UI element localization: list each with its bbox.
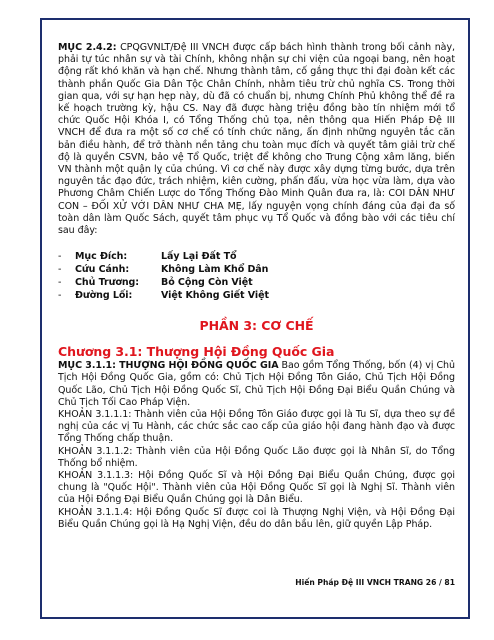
list-item [58,276,455,289]
clause-3-1-1-3: KHOẢN 3.1.1.3: Hội Đồng Quốc Sĩ và Hội Đồng Đại Biểu Quần Chúng, được gọi chung là "Quốc Hội". Thành viên của Hội Đồng Quốc Sĩ gọi là Nghị Sĩ. Thành viên của Hội Đồng Đại Biểu Quần Chúng gọi là Dân Biểu. [58,470,455,506]
chapter-heading: Chương 3.1: Thượng Hội Đồng Quốc Gia [58,344,335,360]
criteria-value: Lấy Lại Đất Tổ [161,251,237,263]
section-3-1-1-label: MỤC 3.1.1: THƯỢNG HỘI ĐỒNG QUỐC GIA [58,360,279,372]
list-item [58,289,455,302]
list-dash: - [58,290,62,302]
criteria-label: Cứu Cánh: [75,264,130,276]
page-content [58,42,455,531]
criteria-label: Đường Lối: [75,290,133,302]
clause-3-1-1-1: KHOẢN 3.1.1.1: Thành viên của Hội Đồng Tôn Giáo được gọi là Tu Sĩ, dựa theo sự đề nghị của các vị Tu Hành, các chức sắc cao cấp của giáo hội đang hành đạo và được Tổng Thống chấp thuận. [58,409,455,445]
list-dash: - [58,264,62,276]
criteria-list [58,250,455,302]
page-footer: Hiến Pháp Đệ III VNCH TRANG 26 / 81 [295,578,455,587]
criteria-value: Việt Không Giết Việt [161,290,270,302]
section-3-1-1-text: Bao gồm Tổng Thống, bốn (4) vị Chủ Tịch Hội Đồng Quốc Gia, gồm có: Chủ Tịch Hội Đồng Tôn Giáo, Chủ Tịch Hội Đồng Quốc Lão, Chủ Tịch Hội Đồng Quốc Sĩ, Chủ Tịch Hội Đồng Đại Biểu Quần Chúng và Chủ Tịch Tối Cao Pháp Viện. [58,360,455,408]
list-item [58,263,455,276]
section-3-1-1 [58,360,455,409]
criteria-label: Chủ Trương: [75,277,140,289]
list-dash: - [58,277,62,289]
clause-3-1-1-4: KHOẢN 3.1.1.4: Hội Đồng Quốc Sĩ được coi là Thượng Nghị Viện, và Hội Đồng Đại Biểu Quần Chúng gọi là Hạ Nghị Viện, đều do dân bầu lên, giữ quyền Lập Pháp. [58,506,455,530]
list-item [58,250,455,263]
section-2-4-2-text: CPQGVNLT/Đệ III VNCH được cấp bách hình thành trong bối cảnh này, phải tự túc nhân sự và tài Chính, không nhận sự chi viện của ngoại bang, nên hoạt động rất khó khăn và hạn chế. Nhưng thành tâm, cố gắng thực thi đại đoàn kết các thành phần Quốc Gia Dân Tộc Chân Chính, nhằm tiêu trừ chủ nghĩa CS. Trong thời gian qua, với sự hạn hẹp này, dù đã có chuẩn bị, nhưng Chính Phủ không thể đề ra kế hoạch trường kỳ, hậu CS. Nay đã được hàng triệu đồng bào tín nhiệm mới tổ chức Quốc Hội Khóa I, có Tổng Thống chủ tọa, nên thông qua Hiến Pháp Đệ III VNCH để đưa ra một số cơ chế có tính chức năng, ấn định những nguyên tắc căn bản điều hành, để trở thành nền tảng chu toàn mục đích và quyết tâm giải trừ chế độ là quyền CSVN, bảo vệ Tổ Quốc, triệt để không cho Trung Cộng xâm lăng, biến VN thành một quận lỵ của chúng. Vì cơ chế này được xây dựng từng bước, dựa trên nguyên tắc đạo đức, trách nhiệm, kiên cường, phấn đấu, vừa học vừa làm, dựa vào Phương Châm Chiến Lược do Tổng Thống Đào Minh Quân đưa ra, là: COI DÂN NHƯ CON – ĐỐI XỬ VỚI DÂN NHƯ CHA MẸ, lấy nguyện vọng chính đáng của đại đa số toàn dân làm Quốc Sách, quyết tâm phục vụ Tổ Quốc và đồng bào với các tiêu chí sau đây: [58,42,455,237]
clause-3-1-1-2: KHOẢN 3.1.1.2: Thành viên của Hội Đồng Quốc Lão được gọi là Nhân Sĩ, do Tổng Thống bổ nhiệm. [58,445,455,469]
part-heading: PHẦN 3: CƠ CHẾ [199,318,314,334]
section-2-4-2-label: MỤC 2.4.2: [58,42,117,53]
criteria-value: Không Làm Khổ Dân [161,264,269,276]
list-dash: - [58,251,62,263]
criteria-label: Mục Đích: [75,251,128,263]
criteria-value: Bỏ Cộng Còn Việt [161,277,253,289]
section-2-4-2 [58,42,455,237]
